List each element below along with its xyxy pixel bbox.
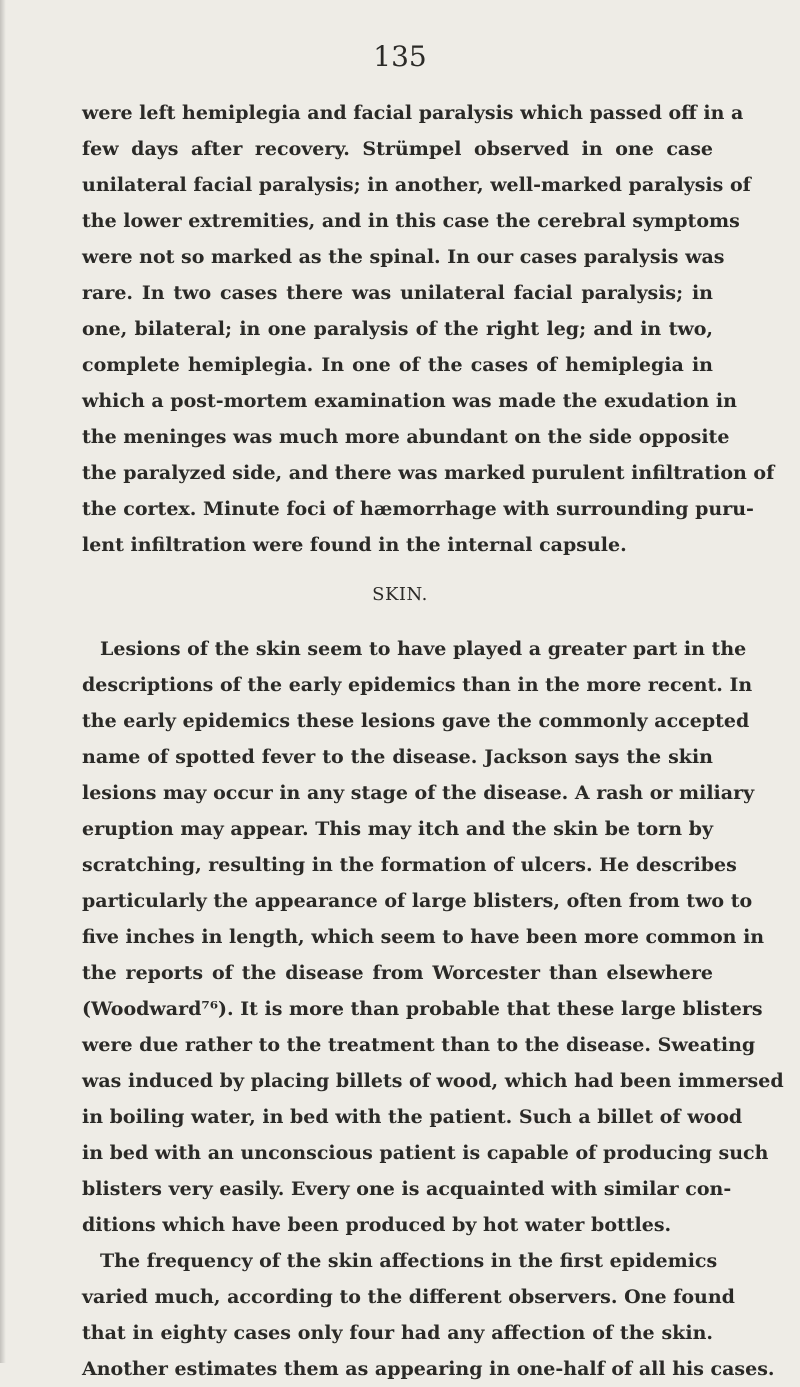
- text-line: eruption may appear. This may itch and the skin be torn by: [82, 818, 713, 840]
- text-line: lesions may occur in any stage of the disease. A rash or miliary: [82, 782, 755, 804]
- text-line: unilateral facial paralysis; in another, well-marked paralysis of: [82, 174, 751, 196]
- text-line: in bed with an unconscious patient is capable of producing such: [82, 1142, 769, 1164]
- section-heading-skin: SKIN.: [372, 584, 428, 605]
- text-line: name of spotted fever to the disease. Jackson says the skin: [82, 746, 713, 768]
- text-line: the lower extremities, and in this case the cerebral symptoms: [82, 210, 740, 232]
- text-line: Lesions of the skin seem to have played a greater part in the: [100, 638, 747, 660]
- text-line: The frequency of the skin affections in the first epidemics: [100, 1250, 718, 1272]
- text-line: few days after recovery. Strümpel observed in one case: [82, 138, 713, 160]
- page-number: 135: [373, 40, 427, 73]
- text-line: the reports of the disease from Worcester than elsewhere: [82, 962, 713, 984]
- text-line: the meninges was much more abundant on the side opposite: [82, 426, 730, 448]
- text-line: scratching, resulting in the formation of ulcers. He describes: [82, 854, 737, 876]
- text-line: varied much, according to the different observers. One found: [82, 1286, 735, 1308]
- text-line: one, bilateral; in one paralysis of the right leg; and in two,: [82, 318, 713, 340]
- text-line: blisters very easily. Every one is acquainted with similar con-: [82, 1178, 732, 1200]
- text-line: which a post-mortem examination was made the exudation in: [82, 390, 737, 412]
- text-line: the cortex. Minute foci of hæmorrhage with surrounding puru-: [82, 498, 754, 520]
- text-line: complete hemiplegia. In one of the cases of hemiplegia in: [82, 354, 713, 376]
- text-line: the paralyzed side, and there was marked purulent infiltration of: [82, 462, 775, 484]
- text-line: in boiling water, in bed with the patient. Such a billet of wood: [82, 1106, 743, 1128]
- text-line: rare. In two cases there was unilateral facial paralysis; in: [82, 282, 713, 304]
- text-line: were due rather to the treatment than to the disease. Sweating: [82, 1034, 756, 1056]
- text-line: particularly the appearance of large blisters, often from two to: [82, 890, 753, 912]
- text-line: ditions which have been produced by hot water bottles.: [82, 1214, 672, 1236]
- text-line: Another estimates them as appearing in one-half of all his cases.: [82, 1358, 775, 1380]
- text-line: five inches in length, which seem to have been more common in: [82, 926, 765, 948]
- text-line: the early epidemics these lesions gave the commonly accepted: [82, 710, 750, 732]
- text-line: was induced by placing billets of wood, which had been immersed: [82, 1070, 784, 1092]
- text-line: (Woodward⁷⁶). It is more than probable that these large blisters: [82, 998, 763, 1020]
- text-line: that in eighty cases only four had any affection of the skin.: [82, 1322, 713, 1344]
- text-line: lent infiltration were found in the internal capsule.: [82, 534, 627, 556]
- text-line: were not so marked as the spinal. In our cases paralysis was: [82, 246, 725, 268]
- text-line: were left hemiplegia and facial paralysis which passed off in a: [82, 102, 744, 124]
- page-edge-shadow: [0, 0, 6, 1363]
- text-line: descriptions of the early epidemics than in the more recent. In: [82, 674, 753, 696]
